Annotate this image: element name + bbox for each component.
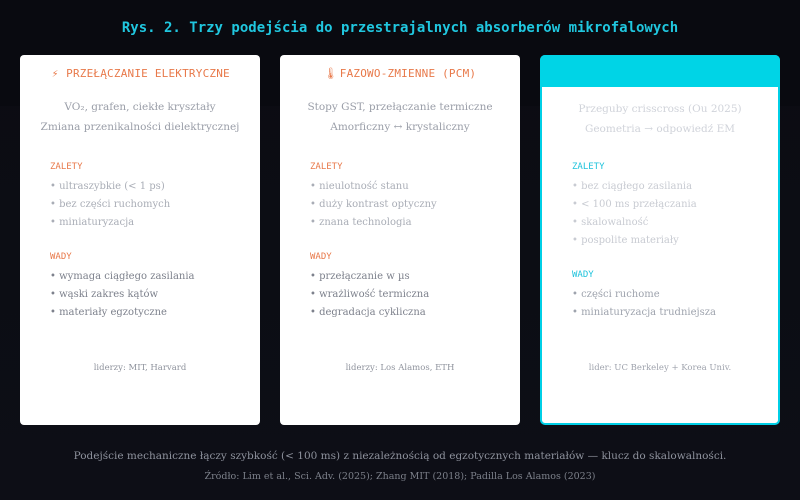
card-subtitle-mechanism: Amorficzny ↔ krystaliczny (330, 121, 470, 133)
cons-item: • degradacja cykliczna (310, 307, 426, 318)
cons-heading: WADY (310, 252, 332, 262)
lightning-icon: ⚡ (51, 67, 59, 80)
card-subtitle-materials: Przeguby crisscross (Ou 2025) (578, 103, 742, 115)
cons-item: • materiały egzotyczne (50, 307, 167, 318)
cons-heading: WADY (50, 252, 72, 262)
pros-item: • < 100 ms przełączania (572, 199, 697, 210)
card-title: PRZEŁĄCZANIE ELEKTRYCZNE (66, 67, 230, 80)
pros-heading: ZALETY (310, 162, 343, 172)
figure-title: Rys. 2. Trzy podejścia do przestrajalnych absorberów mikrofalowych (121, 20, 679, 36)
pros-item: • skalowalność (572, 217, 649, 228)
pros-item: • nieulotność stanu (310, 181, 409, 192)
card-subtitle-mechanism: Geometria → odpowiedź EM (584, 123, 736, 135)
card-subtitle-materials: Stopy GST, przełączanie termiczne (307, 101, 493, 113)
cons-item: • wymaga ciągłego zasilania (50, 271, 195, 282)
cons-item: • wąski zakres kątów (50, 289, 159, 300)
card-header (280, 67, 520, 80)
card-footer-leaders: lider: UC Berkeley + Korea Univ. (588, 363, 732, 373)
pros-item: • miniaturyzacja (50, 217, 135, 228)
card-header-bar (540, 55, 780, 87)
card-subtitle-mechanism: Zmiana przenikalności dielektrycznej (40, 121, 240, 133)
cons-item: • przełączanie w µs (310, 271, 410, 282)
pros-item: • bez części ruchomych (50, 199, 171, 210)
pros-item: • ultraszybkie (< 1 ps) (50, 181, 165, 192)
cons-item: • części ruchome (572, 289, 660, 300)
card-title: FAZOWO-ZMIENNE (PCM) (339, 67, 477, 80)
figure-summary: Podejście mechaniczne łączy szybkość (< 100 ms) z niezależnością od egzotycznych materiałów — klucz do skalowalności. (73, 450, 727, 462)
cons-item: • miniaturyzacja trudniejsza (572, 307, 716, 318)
cons-heading: WADY (572, 270, 594, 280)
pros-heading: ZALETY (50, 162, 83, 172)
pros-heading: ZALETY (572, 162, 605, 172)
card-mechanical (540, 55, 780, 425)
card-footer-leaders: liderzy: MIT, Harvard (93, 363, 187, 373)
card-electrical-switching (20, 55, 260, 425)
figure-source: Źródło: Lim et al., Sci. Adv. (2025); Zhang MIT (2018); Padilla Los Alamos (2023) (204, 471, 596, 482)
thermometer-icon: 🌡 (323, 67, 338, 80)
card-subtitle-materials: VO₂, grafen, ciekłe kryształy (64, 101, 216, 113)
pros-item: • bez ciągłego zasilania (572, 181, 693, 192)
card-footer-leaders: liderzy: Los Alamos, ETH (345, 363, 455, 373)
pros-item: • pospolite materiały (572, 235, 679, 246)
card-phase-change (280, 55, 520, 425)
card-header (20, 67, 260, 80)
pros-item: • duży kontrast optyczny (310, 199, 437, 210)
cons-item: • wrażliwość termiczna (310, 289, 430, 300)
pros-item: • znana technologia (310, 217, 412, 228)
